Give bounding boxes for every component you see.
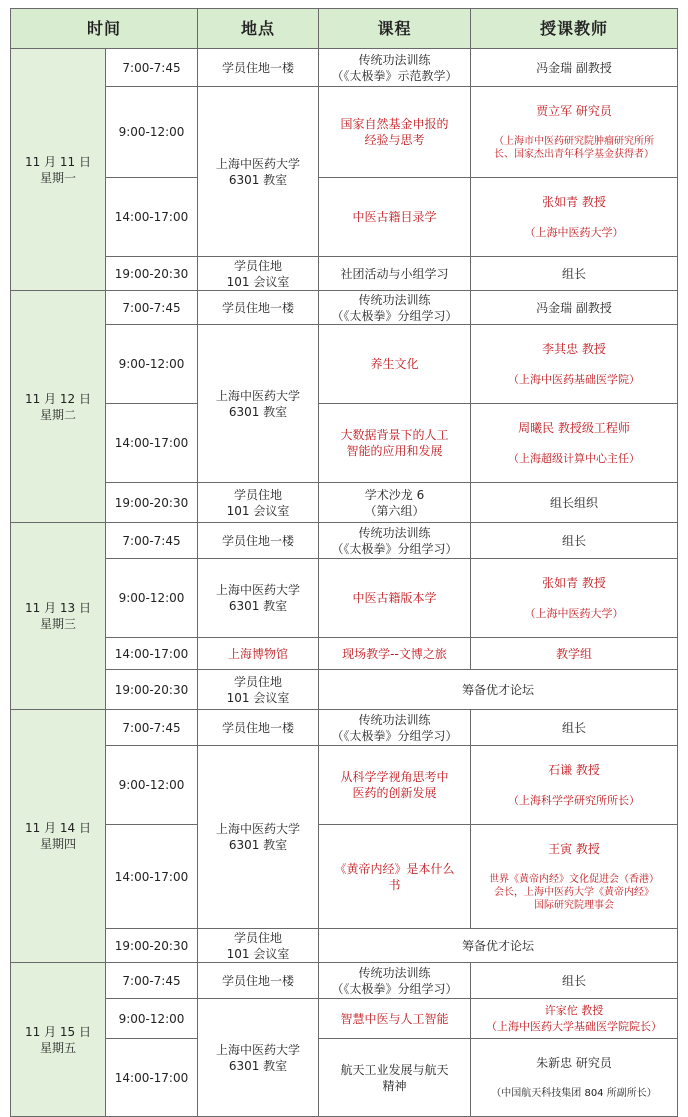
time-cell: 9:00-12:00 [106,746,198,825]
place-cell: 学员住地一楼 [198,523,319,559]
date-cell: 11 月 12 日 星期二 [11,291,106,523]
date-cell: 11 月 11 日 星期一 [11,49,106,291]
time-cell: 7:00-7:45 [106,523,198,559]
place-cell: 上海博物馆 [198,638,319,670]
teacher-name: 贾立军 研究员 [536,104,612,118]
table-row [11,825,678,929]
time-cell: 19:00-20:30 [106,483,198,523]
course-cell: 传统功法训练 （《太极拳》示范教学） [319,49,471,87]
teacher-name: 周曦民 教授级工程师 [518,421,630,435]
table-row [11,1039,678,1117]
course-cell: 国家自然基金申报的 经验与思考 [319,87,471,178]
table-row [11,523,678,559]
teacher-affiliation: （中国航天科技集团 804 所副所长） [491,1088,657,1099]
teacher-affiliation: 世界《黄帝内经》文化促进会（香港） 会长，上海中医药大学《黄帝内经》 国际研究院理事会 [489,874,660,911]
header-time: 时间 [11,9,198,49]
course-cell: 社团活动与小组学习 [319,257,471,291]
teacher-name: 王寅 教授 [548,842,600,856]
place-cell: 上海中医药大学 6301 教室 [198,746,319,929]
place-cell: 上海中医药大学 6301 教室 [198,325,319,483]
place-cell: 上海中医药大学 6301 教室 [198,559,319,638]
time-cell: 9:00-12:00 [106,999,198,1039]
time-cell: 19:00-20:30 [106,670,198,710]
course-cell: 从科学学视角思考中 医药的创新发展 [319,746,471,825]
place-cell: 上海中医药大学 6301 教室 [198,999,319,1117]
table-row [11,670,678,710]
time-cell: 19:00-20:30 [106,929,198,963]
teacher-affiliation: （上海市中医药研究院肿瘤研究所所 长、国家杰出青年科学基金获得者） [494,136,655,160]
course-cell: 智慧中医与人工智能 [319,999,471,1039]
teacher-cell: 教学组 [471,638,678,670]
teacher-affiliation: （上海超级计算中心主任） [508,452,641,465]
course-cell: 筹备优才论坛 [319,929,678,963]
course-cell: 传统功法训练 （《太极拳》分组学习） [319,523,471,559]
header-teacher: 授课教师 [471,9,678,49]
teacher-cell [471,87,678,178]
place-cell: 学员住地一楼 [198,291,319,325]
teacher-cell [471,178,678,257]
course-cell: 中医古籍版本学 [319,559,471,638]
table-row [11,404,678,483]
course-cell: 现场教学--文博之旅 [319,638,471,670]
time-cell: 14:00-17:00 [106,404,198,483]
course-cell: 大数据背景下的人工 智能的应用和发展 [319,404,471,483]
table-row [11,257,678,291]
table-row [11,638,678,670]
time-cell: 7:00-7:45 [106,963,198,999]
table-row [11,483,678,523]
table-row [11,49,678,87]
place-cell: 学员住地 101 会议室 [198,257,319,291]
time-cell: 9:00-12:00 [106,559,198,638]
teacher-name: 张如青 教授 [542,576,606,590]
course-cell: 筹备优才论坛 [319,670,678,710]
place-cell: 学员住地 101 会议室 [198,670,319,710]
table-row [11,291,678,325]
table-row [11,325,678,404]
course-cell: 《黄帝内经》是本什么 书 [319,825,471,929]
time-cell: 14:00-17:00 [106,825,198,929]
place-cell: 学员住地一楼 [198,49,319,87]
place-cell: 学员住地一楼 [198,963,319,999]
course-cell: 传统功法训练 （《太极拳》分组学习） [319,291,471,325]
time-cell: 9:00-12:00 [106,325,198,404]
teacher-cell: 组长 [471,963,678,999]
teacher-cell [471,1039,678,1117]
teacher-cell [471,404,678,483]
time-cell: 7:00-7:45 [106,291,198,325]
date-cell: 11 月 15 日 星期五 [11,963,106,1117]
place-cell: 上海中医药大学 6301 教室 [198,87,319,257]
table-row [11,87,678,178]
teacher-cell: 冯金瑞 副教授 [471,49,678,87]
place-cell: 学员住地 101 会议室 [198,483,319,523]
date-cell: 11 月 14 日 星期四 [11,710,106,963]
table-row [11,963,678,999]
teacher-cell [471,559,678,638]
header-row [11,9,678,49]
time-cell: 14:00-17:00 [106,1039,198,1117]
time-cell: 9:00-12:00 [106,87,198,178]
teacher-affiliation: （上海中医药基础医学院） [508,373,641,386]
table-row [11,929,678,963]
teacher-affiliation: （上海中医药大学） [524,607,624,620]
header-course: 课程 [319,9,471,49]
time-cell: 7:00-7:45 [106,49,198,87]
time-cell: 14:00-17:00 [106,178,198,257]
course-cell: 航天工业发展与航天 精神 [319,1039,471,1117]
time-cell: 19:00-20:30 [106,257,198,291]
place-cell: 学员住地 101 会议室 [198,929,319,963]
table-row [11,999,678,1039]
course-cell: 传统功法训练 （《太极拳》分组学习） [319,963,471,999]
table-row [11,559,678,638]
time-cell: 7:00-7:45 [106,710,198,746]
teacher-cell: 组长组织 [471,483,678,523]
course-cell: 中医古籍目录学 [319,178,471,257]
course-cell: 传统功法训练 （《太极拳》分组学习） [319,710,471,746]
time-cell: 14:00-17:00 [106,638,198,670]
teacher-cell: 组长 [471,523,678,559]
teacher-cell: 组长 [471,710,678,746]
schedule-table [10,8,678,1117]
teacher-name: 李其忠 教授 [542,342,606,356]
date-cell: 11 月 13 日 星期三 [11,523,106,710]
teacher-name: 张如青 教授 [542,195,606,209]
teacher-affiliation: （上海中医药大学） [524,226,624,239]
teacher-cell: 冯金瑞 副教授 [471,291,678,325]
table-row [11,710,678,746]
course-cell: 学术沙龙 6 （第六组） [319,483,471,523]
table-row [11,178,678,257]
teacher-cell [471,825,678,929]
teacher-name: 朱新忠 研究员 [536,1056,612,1070]
teacher-cell: 许家佗 教授 （上海中医药大学基础医学院院长） [471,999,678,1039]
teacher-affiliation: （上海科学学研究所所长） [508,794,641,807]
teacher-name: 石谦 教授 [548,763,600,777]
teacher-cell: 组长 [471,257,678,291]
place-cell: 学员住地一楼 [198,710,319,746]
header-place: 地点 [198,9,319,49]
teacher-cell [471,325,678,404]
course-cell: 养生文化 [319,325,471,404]
